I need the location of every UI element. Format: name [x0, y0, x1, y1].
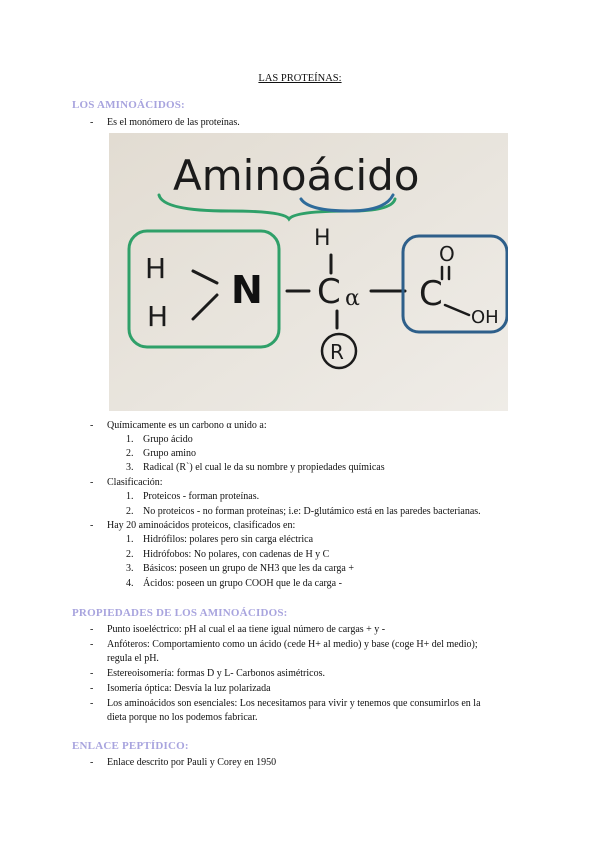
hay20-item-1: Hidrófilos: polares pero sin carga eléctrica — [143, 534, 314, 545]
alpha-carbon: C — [317, 272, 341, 312]
bullet-dash: - — [90, 420, 94, 431]
propiedad-item-3: Estereoisomería: formas D y L- Carbonos asimétricos. — [107, 668, 325, 679]
intro-text: Es el monómero de las proteínas. — [107, 117, 240, 128]
heading-propiedades: PROPIEDADES DE LOS AMINOÁCIDOS: — [72, 607, 288, 619]
hay20-text: Hay 20 aminoácidos proteicos, clasificados en: — [107, 520, 296, 531]
list-number: 1. — [126, 534, 134, 545]
bullet-dash: - — [90, 668, 94, 679]
bullet-dash: - — [90, 639, 94, 650]
hay20-item-3: Básicos: poseen un grupo de NH3 que les da carga + — [143, 563, 354, 574]
hay20-item-4: Ácidos: poseen un grupo COOH que le da carga - — [143, 578, 342, 589]
list-number: 2. — [126, 549, 134, 560]
enlace-item-1: Enlace descrito por Pauli y Corey en 1950 — [107, 757, 277, 768]
bullet-dash: - — [90, 757, 94, 768]
quimica-text: Químicamente es un carbono α unido a: — [107, 420, 267, 431]
clasificacion-text: Clasificación: — [107, 477, 163, 488]
hydroxyl: OH — [471, 307, 499, 328]
list-number: 2. — [126, 506, 134, 517]
hay20-item-2: Hidrófobos: No polares, con cadenas de H y C — [143, 549, 330, 560]
list-number: 1. — [126, 434, 134, 445]
alpha-symbol: α — [345, 286, 360, 311]
propiedad-item-5: Los aminoácidos son esenciales: Los necesitamos para vivir y tenemos que consumirlos en la — [107, 698, 481, 709]
bullet-dash: - — [90, 117, 94, 128]
top-h: H — [314, 226, 331, 251]
heading-aminoacidos: LOS AMINOÁCIDOS: — [72, 99, 185, 111]
propiedad-item-2: Anfóteros: Comportamiento como un ácido (cede H+ al medio) y base (coge H+ del medio); — [107, 639, 478, 650]
list-number: 2. — [126, 448, 134, 459]
clasificacion-item-1: Proteicos - forman proteínas. — [143, 491, 260, 502]
bullet-dash: - — [90, 624, 94, 635]
amino-h-top: H — [145, 252, 167, 285]
quimica-item-3: Radical (R`) el cual le da su nombre y propiedades químicas — [143, 462, 385, 473]
propiedad-item-2-cont: regula el pH. — [107, 653, 159, 664]
amino-h-bottom: H — [147, 300, 169, 333]
bullet-dash: - — [90, 477, 94, 488]
nitrogen-atom: N — [231, 268, 263, 312]
carboxyl-carbon: C — [419, 274, 443, 314]
list-number: 4. — [126, 578, 134, 589]
clasificacion-item-2: No proteicos - no forman proteínas; i.e: D-glutámico está en las paredes bacterianas. — [143, 506, 481, 517]
propiedad-item-4: Isomería óptica: Desvía la luz polarizada — [107, 683, 271, 694]
bullet-dash: - — [90, 683, 94, 694]
page-title: LAS PROTEÍNAS: — [258, 73, 342, 84]
carboxyl-oxygen: O — [439, 242, 455, 266]
aminoacido-word: Aminoácido — [173, 151, 420, 200]
quimica-item-2: Grupo amino — [143, 448, 197, 459]
aminoacid-photo — [109, 133, 508, 411]
propiedad-item-1: Punto isoeléctrico: pH al cual el aa tiene igual número de cargas + y - — [107, 624, 386, 635]
quimica-item-1: Grupo ácido — [143, 434, 193, 445]
radical-letter: R — [330, 340, 344, 364]
bullet-dash: - — [90, 698, 94, 709]
list-number: 3. — [126, 462, 134, 473]
propiedad-item-5-cont: dieta porque no los podemos fabricar. — [107, 712, 258, 723]
bullet-dash: - — [90, 520, 94, 531]
list-number: 3. — [126, 563, 134, 574]
heading-enlace: ENLACE PEPTÍDICO: — [72, 740, 189, 752]
list-number: 1. — [126, 491, 134, 502]
